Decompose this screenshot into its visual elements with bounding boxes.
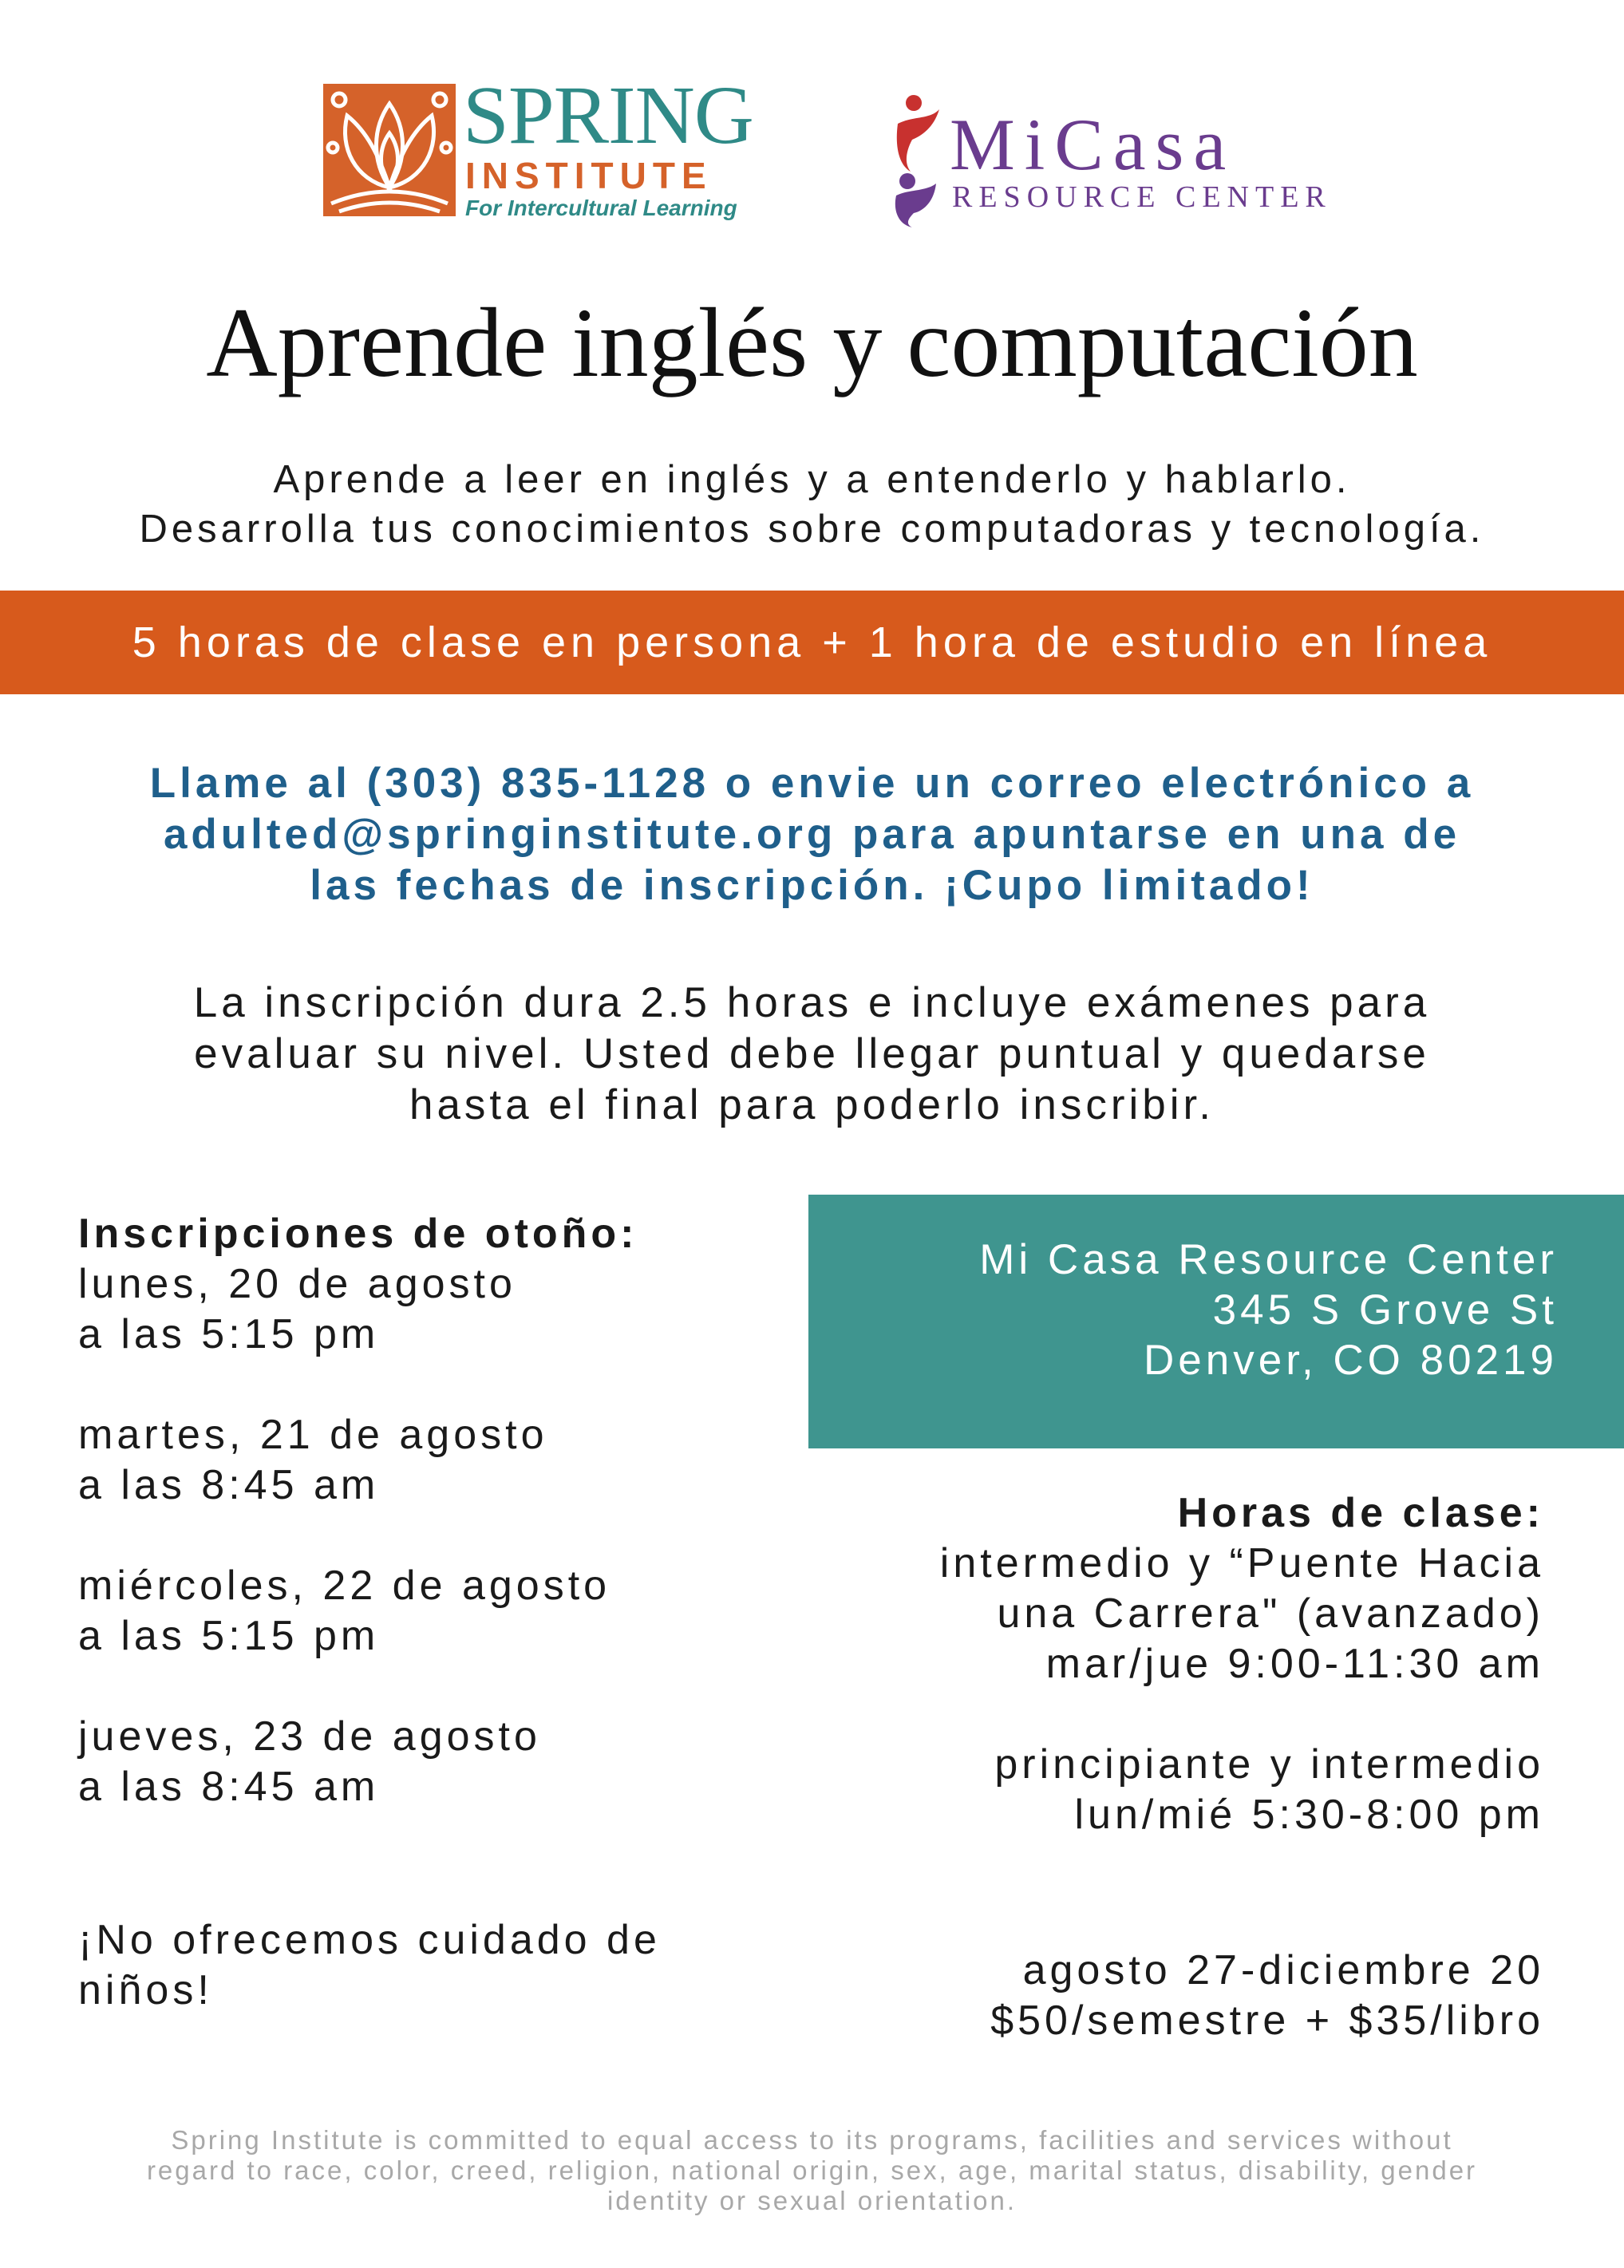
info-line: hasta el final para poderlo inscribir. xyxy=(409,1081,1215,1128)
registration-info xyxy=(0,978,1624,1131)
page-title: Aprende inglés y computación xyxy=(206,288,1418,397)
session-day: lunes, 20 de agosto xyxy=(78,1261,516,1307)
footer-line: Spring Institute is committed to equal access to its programs, facilities and services without xyxy=(171,2125,1453,2155)
class-hours-line: principiante y intermedio xyxy=(994,1741,1544,1788)
location-street: 345 S Grove St xyxy=(1212,1286,1558,1334)
session-time: a las 5:15 pm xyxy=(78,1311,380,1357)
spring-institute-logo xyxy=(323,69,794,223)
semester-price: $50/semestre + $35/libro xyxy=(990,1997,1544,2044)
session-day: jueves, 23 de agosto xyxy=(78,1713,541,1760)
class-hours-banner xyxy=(0,591,1624,694)
registration-heading: Inscripciones de otoño: xyxy=(78,1211,638,1257)
location-city: Denver, CO 80219 xyxy=(1144,1337,1558,1384)
footer-line: identity or sexual orientation. xyxy=(607,2186,1017,2215)
registration-dates xyxy=(78,1209,780,1863)
spring-flower-logo-icon xyxy=(323,84,456,216)
class-hours-line: intermedio y “Puente Hacia xyxy=(939,1540,1544,1586)
equal-access-footer xyxy=(0,2125,1624,2216)
subheadline-line: Desarrolla tus conocimientos sobre computadoras y tecnología. xyxy=(139,508,1485,551)
registration-session xyxy=(78,1561,780,1661)
notice-line: niños! xyxy=(78,1967,213,2013)
location-address-box xyxy=(808,1195,1624,1448)
registration-session xyxy=(78,1712,780,1812)
registration-session xyxy=(78,1259,780,1360)
session-day: martes, 21 de agosto xyxy=(78,1412,548,1458)
semester-dates: agosto 27-diciembre 20 xyxy=(1022,1947,1544,1993)
semester-dates-price xyxy=(808,1946,1544,2046)
session-time: a las 5:15 pm xyxy=(78,1613,380,1659)
session-day: miércoles, 22 de agosto xyxy=(78,1563,611,1609)
spring-logo-subtitle: INSTITUTE xyxy=(465,155,713,196)
banner-text: 5 horas de clase en persona + 1 hora de estudio en línea xyxy=(132,618,1492,666)
registration-session xyxy=(78,1410,780,1511)
session-time: a las 8:45 am xyxy=(78,1462,380,1508)
subheadline-line: Aprende a leer en inglés y a entenderlo y hablarlo. xyxy=(273,458,1351,501)
cta-line: adulted@springinstitute.org para apuntarse en una de xyxy=(163,811,1461,858)
micasa-logo-name: MiCasa xyxy=(950,104,1236,185)
micasa-figures-logo-icon xyxy=(890,92,946,227)
no-childcare-notice xyxy=(78,1915,796,2016)
notice-line: ¡No ofrecemos cuidado de xyxy=(78,1917,661,1963)
contact-call-to-action xyxy=(0,758,1624,911)
class-hours-heading: Horas de clase: xyxy=(1177,1490,1544,1536)
class-hours-line: una Carrera" (avanzado) xyxy=(997,1590,1544,1637)
subheadline xyxy=(0,455,1624,554)
location-name: Mi Casa Resource Center xyxy=(979,1236,1558,1283)
spring-logo-tagline: For Intercultural Learning xyxy=(465,196,737,220)
class-hours-line: mar/jue 9:00-11:30 am xyxy=(1045,1641,1544,1687)
class-hours-line: lun/mié 5:30-8:00 pm xyxy=(1074,1792,1544,1838)
class-hours xyxy=(808,1488,1544,1840)
session-time: a las 8:45 am xyxy=(78,1764,380,1810)
info-line: La inscripción dura 2.5 horas e incluye exámenes para xyxy=(193,979,1431,1026)
spring-logo-name: SPRING xyxy=(463,69,753,161)
micasa-logo-subtitle: RESOURCE CENTER xyxy=(952,180,1332,214)
cta-line: Llame al (303) 835-1128 o envie un correo electrónico a xyxy=(149,760,1475,807)
cta-line: las fechas de inscripción. ¡Cupo limitado! xyxy=(310,862,1314,909)
info-line: evaluar su nivel. Usted debe llegar puntual y quedarse xyxy=(194,1030,1430,1077)
footer-line: regard to race, color, creed, religion, national origin, sex, age, marital status, disability, gender xyxy=(146,2155,1478,2185)
micasa-resource-center-logo xyxy=(890,92,1369,231)
